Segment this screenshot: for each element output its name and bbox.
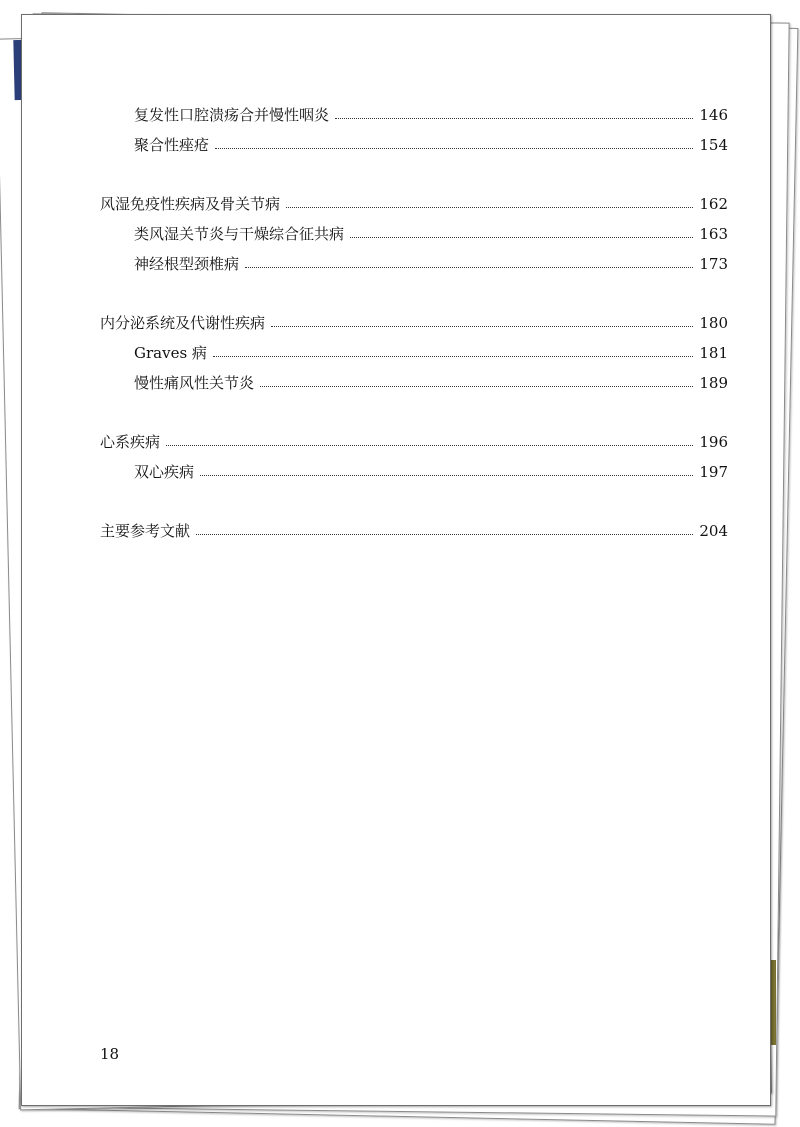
toc-entry-title: 复发性口腔溃疡合并慢性咽炎 [134,106,330,124]
toc-entry-title: 双心疾病 [134,463,195,481]
toc-chapter-page: 180 [699,314,728,332]
toc-entry[interactable] [100,219,728,249]
dot-leader [196,533,693,535]
toc-chapter-page: 196 [699,433,728,451]
dot-leader [260,385,693,387]
dot-leader [200,474,693,476]
toc-chapter-title: 风湿免疫性疾病及骨关节病 [100,195,281,213]
toc-entry[interactable] [100,457,728,487]
dot-leader [350,236,693,238]
toc-entry[interactable] [100,130,728,160]
toc-entry-title: 聚合性痤疮 [134,136,210,154]
toc-chapter-page: 204 [699,522,728,540]
toc-chapter[interactable] [100,427,728,457]
table-of-contents [100,100,728,546]
toc-entry[interactable] [100,100,728,130]
dot-leader [215,147,693,149]
toc-chapter-title: 主要参考文献 [100,522,191,540]
toc-chapter[interactable] [100,516,728,546]
page-number: 18 [100,1045,120,1063]
toc-entry-title: 慢性痛风性关节炎 [134,374,255,392]
toc-entry-page: 189 [699,374,728,392]
toc-entry[interactable] [100,368,728,398]
dot-leader [335,117,693,119]
toc-entry[interactable] [100,338,728,368]
toc-entry-title: Graves 病 [134,344,207,362]
dot-leader [213,355,693,357]
toc-entry[interactable] [100,249,728,279]
toc-chapter-page: 162 [699,195,728,213]
toc-entry-page: 163 [699,225,728,243]
toc-entry-page: 197 [699,463,728,481]
dot-leader [286,206,693,208]
dot-leader [166,444,693,446]
toc-chapter[interactable] [100,308,728,338]
toc-chapter-title: 心系疾病 [100,433,161,451]
toc-chapter-title: 内分泌系统及代谢性疾病 [100,314,266,332]
toc-entry-title: 类风湿关节炎与干燥综合征共病 [134,225,345,243]
toc-entry-page: 146 [699,106,728,124]
toc-chapter[interactable] [100,189,728,219]
toc-entry-page: 181 [699,344,728,362]
toc-entry-page: 173 [699,255,728,273]
toc-entry-page: 154 [699,136,728,154]
dot-leader [271,325,693,327]
toc-page [21,14,771,1106]
dot-leader [245,266,693,268]
toc-entry-title: 神经根型颈椎病 [134,255,240,273]
